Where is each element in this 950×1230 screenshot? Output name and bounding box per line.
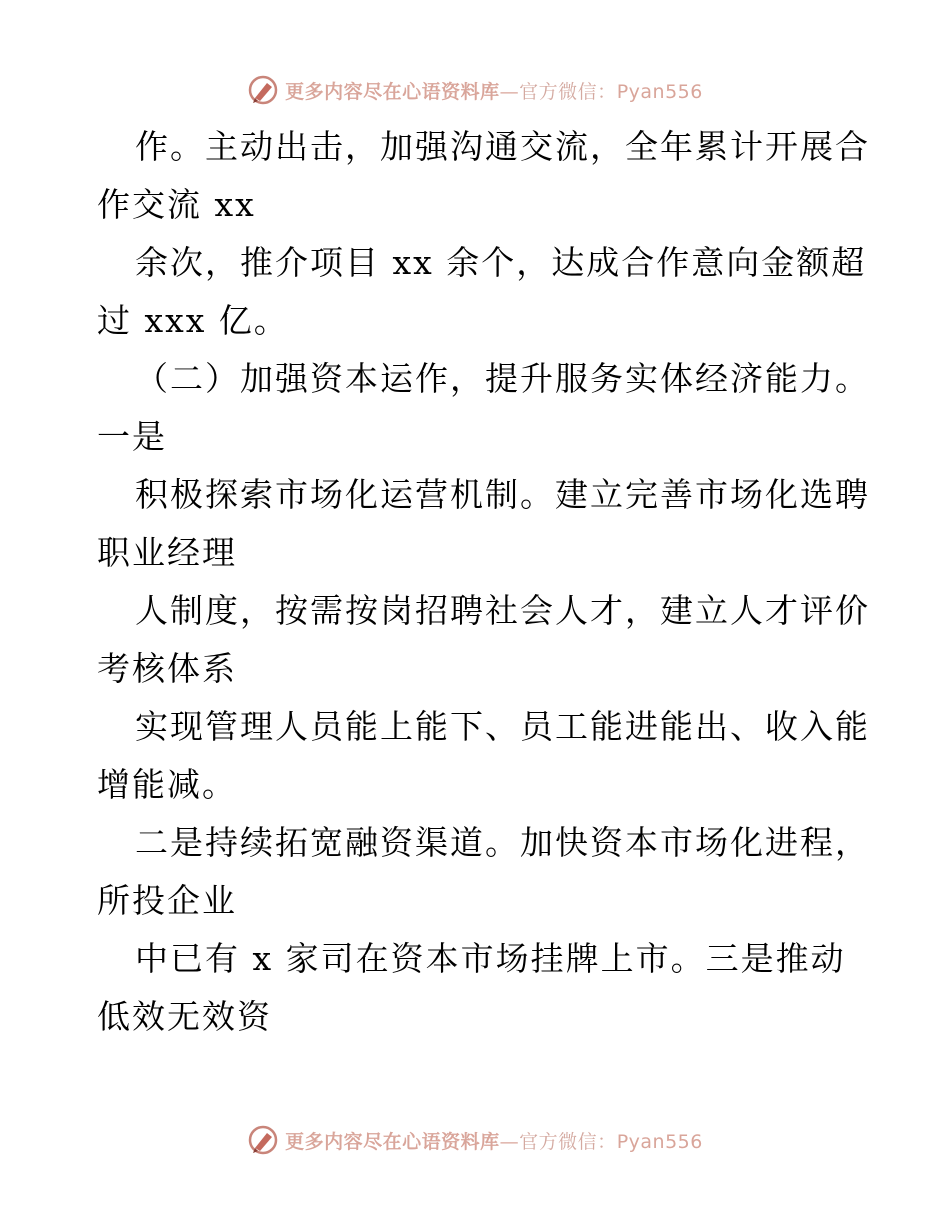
watermark-id: Pyan556 <box>616 80 703 103</box>
paragraph-line: 考核体系 <box>97 649 237 688</box>
paragraph-line: 作。主动出击，加强沟通交流，全年累计开展合 <box>135 127 870 166</box>
paragraph-line: 职业经理 <box>97 533 237 572</box>
paragraph-line: 过 xxx 亿。 <box>97 301 289 340</box>
watermark-separator: — <box>499 1130 520 1153</box>
watermark-site: 更多内容尽在心语资料库 <box>285 80 500 103</box>
document-body <box>97 118 870 1046</box>
watermark-site: 更多内容尽在心语资料库 <box>285 1130 500 1153</box>
paragraph-line: 作交流 xx <box>97 185 256 224</box>
paragraph-line: 二是持续拓宽融资渠道。加快资本市场化进程， <box>135 823 870 862</box>
paragraph-line: 所投企业 <box>97 881 237 920</box>
watermark-text <box>285 77 703 104</box>
paragraph-line: 实现管理人员能上能下、员工能进能出、收入能 <box>135 707 870 746</box>
watermark-separator: — <box>499 80 520 103</box>
paragraph-line: （二）加强资本运作，提升服务实体经济能力。 <box>135 359 870 398</box>
paragraph-line: 一是 <box>97 417 167 456</box>
watermark-label: 官方微信： <box>519 80 617 103</box>
header-watermark <box>0 70 950 110</box>
paragraph-line: 低效无效资 <box>97 997 272 1036</box>
paragraph-line: 中已有 x 家司在资本市场挂牌上市。三是推动 <box>135 939 846 978</box>
footer-watermark <box>0 1120 950 1160</box>
paragraph-line: 余次，推介项目 xx 余个，达成合作意向金额超 <box>135 243 867 282</box>
watermark-label: 官方微信： <box>519 1130 617 1153</box>
paragraph-line: 人制度，按需按岗招聘社会人才，建立人才评价 <box>135 591 870 630</box>
pen-logo-icon <box>247 1124 279 1156</box>
watermark-text <box>285 1127 703 1154</box>
watermark-id: Pyan556 <box>616 1130 703 1153</box>
paragraph-line: 增能减。 <box>97 765 237 804</box>
paragraph-line: 积极探索市场化运营机制。建立完善市场化选聘 <box>135 475 870 514</box>
pen-logo-icon <box>247 74 279 106</box>
